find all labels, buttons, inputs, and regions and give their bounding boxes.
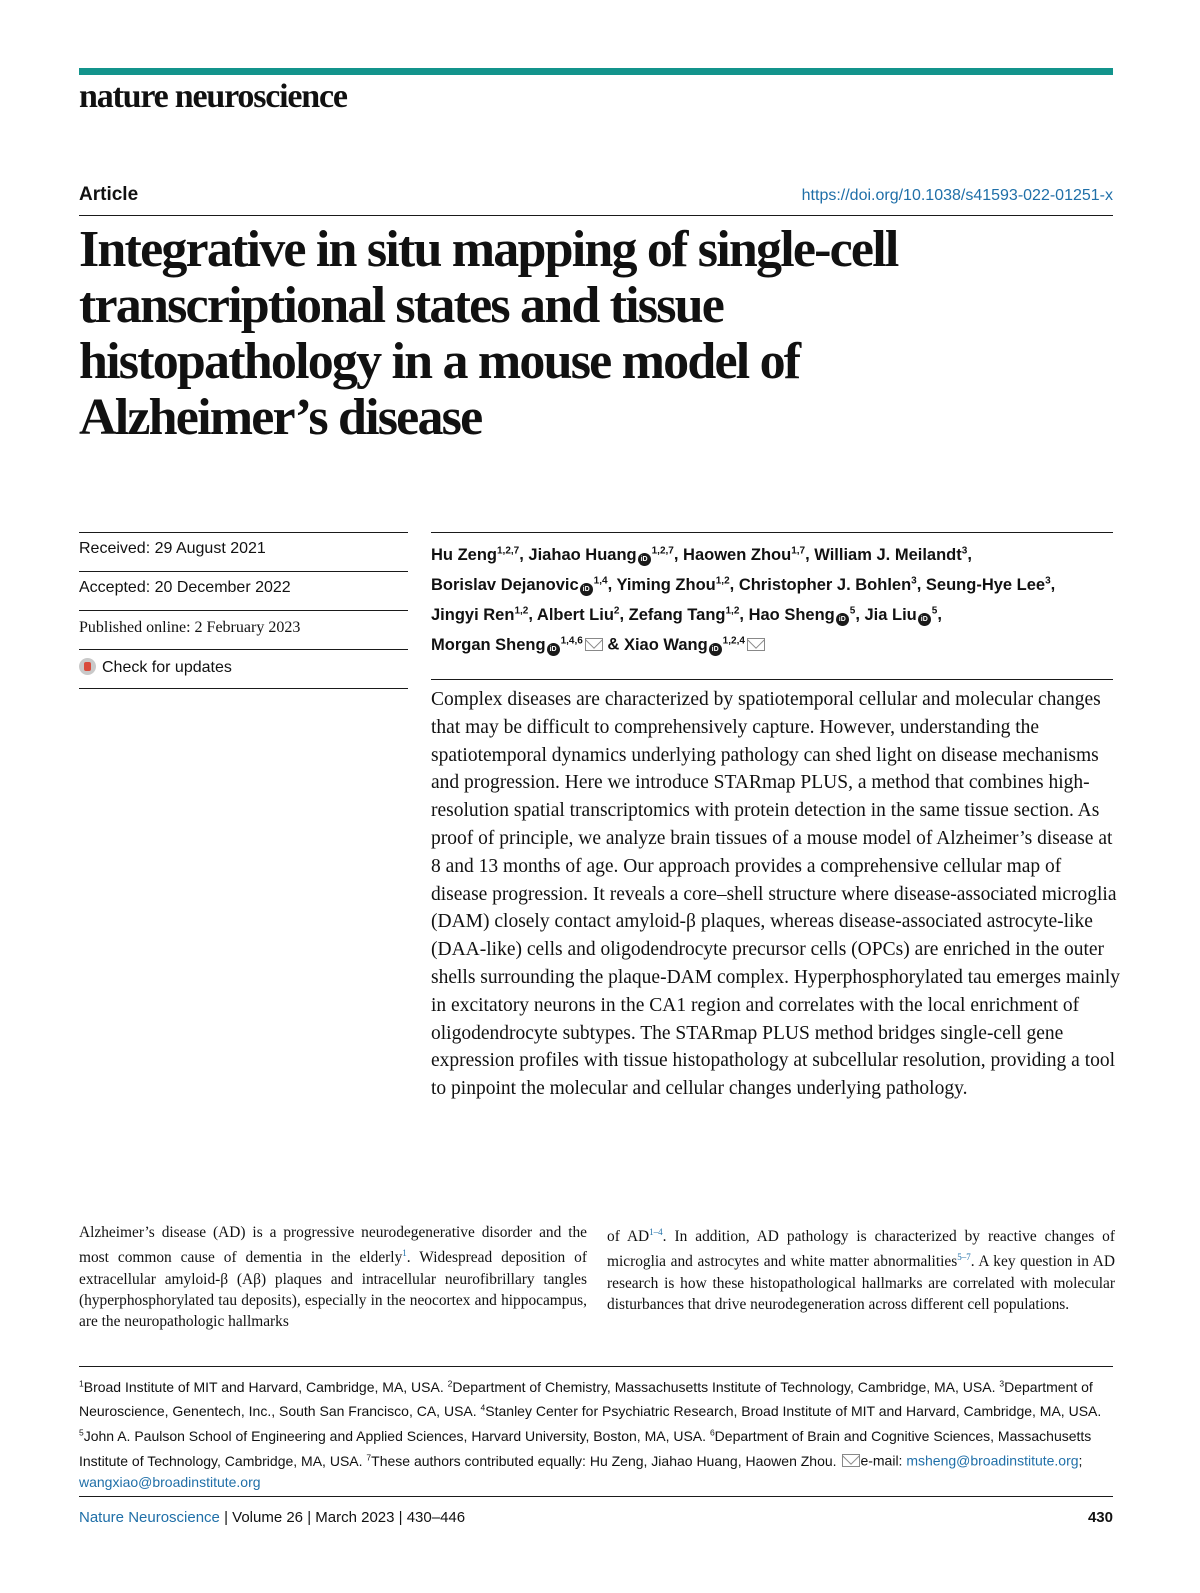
affiliation-number: 2 xyxy=(447,1378,453,1388)
author[interactable] xyxy=(431,636,603,654)
author-separator: , xyxy=(937,605,942,624)
doi-link[interactable]: https://doi.org/10.1038/s41593-022-01251-x xyxy=(801,187,1113,204)
title-line: Alzheimer’s disease xyxy=(79,389,482,446)
author-name: Jiahao Huang xyxy=(528,545,637,564)
author-affiliation-ref: 1,2 xyxy=(514,605,529,616)
author-affiliation-ref: 1,2 xyxy=(715,575,730,586)
author-name: Seung-Hye Lee xyxy=(925,575,1046,594)
author-affiliation-ref: 1,4 xyxy=(593,575,608,586)
author-affiliation-ref: 1,4,6 xyxy=(560,635,583,646)
author[interactable] xyxy=(749,606,856,624)
check-updates-button[interactable] xyxy=(79,658,232,677)
author-list xyxy=(431,538,1121,658)
title-line: Integrative in situ mapping of single-cell xyxy=(79,221,898,278)
author-name: Morgan Sheng xyxy=(431,635,546,654)
author-separator: , xyxy=(916,575,926,594)
intro-text: . In addition, AD pathology is characterized by reactive changes of microglia and astrocytes and white matter abnormalities xyxy=(607,1228,1115,1271)
affiliation-number: 6 xyxy=(709,1427,715,1438)
author[interactable] xyxy=(528,546,673,564)
article-type: Article xyxy=(79,184,139,205)
page-number: 430 xyxy=(1087,1509,1113,1526)
orcid-icon[interactable]: iD xyxy=(638,553,651,566)
email-label: e-mail: xyxy=(860,1452,907,1469)
intro-left-column xyxy=(79,1222,587,1332)
check-updates-icon xyxy=(79,658,96,675)
email-icon[interactable] xyxy=(585,638,603,651)
email-link-wangxiao[interactable]: wangxiao@broadinstitute.org xyxy=(79,1473,261,1490)
abstract-divider xyxy=(431,679,1113,680)
published-date: Published online: 2 February 2023 xyxy=(79,619,301,636)
journal-name: nature neuroscience xyxy=(79,78,347,115)
affiliation-text: Stanley Center for Psychiatric Research, Broad Institute of MIT and Harvard, Cambridge, MA, USA. xyxy=(485,1403,1102,1420)
author[interactable] xyxy=(624,636,765,654)
affiliations xyxy=(79,1373,1119,1493)
affiliation-text: Broad Institute of MIT and Harvard, Cambridge, MA, USA. xyxy=(83,1378,448,1395)
author-separator: , xyxy=(729,575,739,594)
citation-ref[interactable]: 1 xyxy=(402,1248,407,1259)
meta-divider xyxy=(79,688,408,689)
citation-ref[interactable]: 5–7 xyxy=(957,1252,971,1263)
affiliations-divider xyxy=(79,1366,1113,1367)
meta-divider xyxy=(79,610,408,611)
footer-citation xyxy=(79,1509,465,1526)
orcid-icon[interactable]: iD xyxy=(918,613,931,626)
author-separator: & xyxy=(602,635,624,654)
affiliation-text: John A. Paulson School of Engineering and Applied Sciences, Harvard University, Boston, MA, USA. xyxy=(83,1427,710,1444)
author-name: Zefang Tang xyxy=(628,605,726,624)
author-separator: , xyxy=(673,545,684,564)
author[interactable] xyxy=(431,606,528,624)
author-separator: , xyxy=(528,605,537,624)
author[interactable] xyxy=(629,606,740,624)
orcid-icon[interactable]: iD xyxy=(709,643,722,656)
footer-volume-info: | Volume 26 | March 2023 | 430–446 xyxy=(219,1509,466,1526)
author-separator: , xyxy=(967,545,972,564)
author-separator: , xyxy=(619,605,629,624)
affiliation-text: Department of Brain and Cognitive Sciences, Massachusetts Institute of Technology, Cambridge, MA, USA. xyxy=(79,1427,1092,1469)
author[interactable] xyxy=(537,606,620,624)
affiliation-number: 1 xyxy=(79,1378,84,1388)
author-affiliation-ref: 3 xyxy=(961,545,968,556)
author[interactable] xyxy=(431,546,519,564)
author[interactable] xyxy=(616,576,729,594)
author-name: Hu Zeng xyxy=(431,545,497,564)
author-name: Albert Liu xyxy=(536,605,614,624)
affiliation-text: These authors contributed equally: Hu Zeng, Jiahao Huang, Haowen Zhou. xyxy=(371,1452,841,1469)
author-affiliation-ref: 1,2,7 xyxy=(497,545,520,556)
author[interactable] xyxy=(865,606,938,624)
author[interactable] xyxy=(739,576,917,594)
abstract: Complex diseases are characterized by spatiotemporal cellular and molecular changes that may be difficult to comprehensively capture. However, understanding the spatiotemporal dynamics underlying pathology can shed light on disease mechanisms and progression. Here we introduce STARmap PLUS, a method that combines high-resolution spatial transcriptomics with protein detection in the same tissue section. As proof of principle, we analyze brain tissues of a mouse model of Alzheimer’s disease at 8 and 13 months of age. Our approach provides a comprehensive cellular map of disease progression. It reveals a core–shell structure where disease-associated microglia (DAM) closely contact amyloid-β plaques, whereas disease-associated astrocyte-like (DAA-like) cells and oligodendrocyte precursor cells (OPCs) are enriched in the outer shells surrounding the plaque-DAM complex. Hyperphosphorylated tau emerges mainly in excitatory neurons in the CA1 region and correlates with the local enrichment of oligodendrocyte subtypes. The STARmap PLUS method bridges single-cell gene expression profiles with tissue histopathology at subcellular resolution, providing a tool to pinpoint the molecular and cellular changes underlying pathology. xyxy=(431,689,1121,1100)
author-separator: , xyxy=(1050,575,1056,594)
author-name: Yiming Zhou xyxy=(616,575,716,594)
author[interactable] xyxy=(683,546,805,564)
author-affiliation-ref: 2 xyxy=(613,605,620,616)
affiliation-number: 5 xyxy=(79,1427,84,1438)
header-accent-bar xyxy=(79,68,1113,75)
author-separator: , xyxy=(739,605,749,624)
author-name: Xiao Wang xyxy=(623,635,708,654)
author-affiliation-ref: 1,2 xyxy=(725,605,740,616)
orcid-icon[interactable]: iD xyxy=(836,613,849,626)
author-separator: , xyxy=(805,545,815,564)
intro-text: . A key question in AD research is how these histopathological hallmarks are correlated with molecular disturbances that drive neurodegeneration across different cell populations. xyxy=(607,1253,1115,1313)
author[interactable] xyxy=(926,576,1051,594)
author-name: William J. Meilandt xyxy=(814,545,962,564)
affiliation-number: 3 xyxy=(999,1378,1005,1388)
footer-divider xyxy=(79,1496,1113,1497)
received-date: Received: 29 August 2021 xyxy=(79,540,266,557)
intro-text: Alzheimer’s disease (AD) is a progressive neurodegenerative disorder and the most common cause of dementia in the elderly xyxy=(79,1224,587,1267)
accepted-date: Accepted: 20 December 2022 xyxy=(79,579,291,596)
author[interactable] xyxy=(431,576,608,594)
footer-journal[interactable]: Nature Neuroscience xyxy=(79,1509,220,1526)
author-affiliation-ref: 1,2,7 xyxy=(651,545,674,556)
title-line: histopathology in a mouse model of xyxy=(79,333,800,390)
author-separator: , xyxy=(855,605,865,624)
author-name: Christopher J. Bohlen xyxy=(738,575,912,594)
intro-right-column xyxy=(607,1222,1115,1315)
title-line: transcriptional states and tissue xyxy=(79,277,724,334)
meta-divider xyxy=(79,649,408,650)
author-name: Borislav Dejanovic xyxy=(431,575,579,594)
orcid-icon[interactable]: iD xyxy=(547,643,560,656)
meta-divider xyxy=(79,532,408,533)
author-affiliation-ref: 3 xyxy=(911,575,917,586)
header-divider xyxy=(79,215,1113,216)
author-affiliation-ref: 5 xyxy=(931,605,938,616)
author-affiliation-ref: 1,2,4 xyxy=(722,635,745,646)
affiliation-text: Department of Chemistry, Massachusetts Institute of Technology, Cambridge, MA, USA. xyxy=(452,1378,1000,1395)
author-name: Jia Liu xyxy=(864,605,917,624)
affiliation-text: Department of Neuroscience, Genentech, Inc., South San Francisco, CA, USA. xyxy=(79,1378,1093,1420)
author-separator: , xyxy=(607,575,617,594)
affiliation-number: 7 xyxy=(366,1451,372,1462)
orcid-icon[interactable]: iD xyxy=(580,583,593,596)
author-affiliation-ref: 3 xyxy=(1045,575,1051,586)
citation-ref[interactable]: 1–4 xyxy=(649,1227,663,1237)
authors-divider xyxy=(431,532,1113,533)
article-title xyxy=(79,222,1119,446)
email-separator: ; xyxy=(1078,1452,1083,1469)
author-affiliation-ref: 5 xyxy=(849,605,856,616)
email-icon[interactable] xyxy=(747,638,765,651)
intro-text: . Widespread deposition of extracellular amyloid-β (Aβ) plaques and intracellular neurofibrillary tangles (hyperphosphorylated tau deposits), especially in the neocortex and hippocampus, are the neuropathologic hallmarks xyxy=(79,1249,587,1330)
intro-text: of AD xyxy=(607,1228,650,1246)
affiliation-number: 4 xyxy=(480,1402,486,1413)
check-updates-label: Check for updates xyxy=(102,659,232,676)
author[interactable] xyxy=(814,546,967,564)
author-separator: , xyxy=(519,545,529,564)
author-affiliation-ref: 1,7 xyxy=(791,545,806,556)
author-name: Hao Sheng xyxy=(748,605,835,624)
author-name: Haowen Zhou xyxy=(683,545,792,564)
email-link-msheng[interactable]: msheng@broadinstitute.org xyxy=(906,1452,1079,1469)
author-name: Jingyi Ren xyxy=(431,605,515,624)
email-icon xyxy=(842,1454,860,1467)
meta-divider xyxy=(79,571,408,572)
